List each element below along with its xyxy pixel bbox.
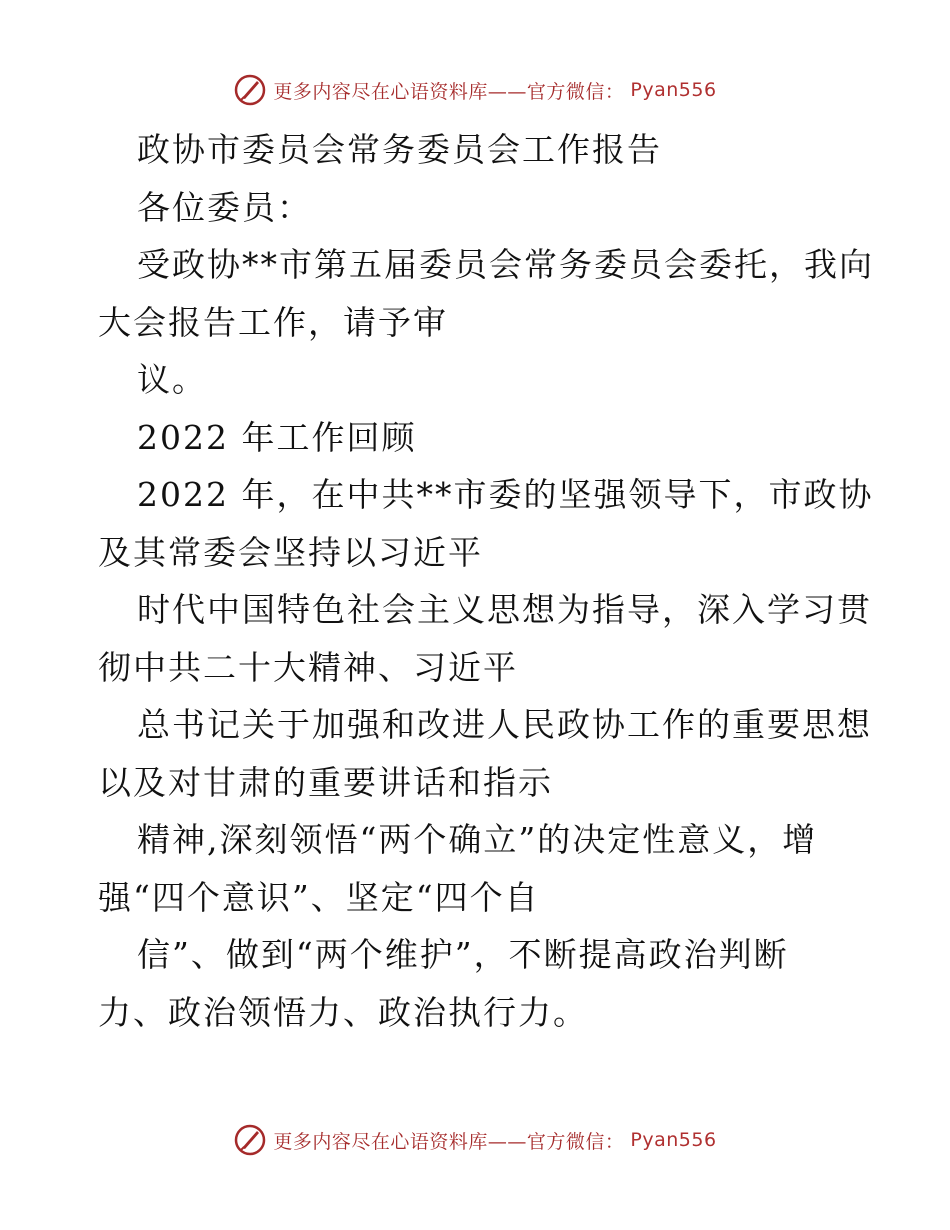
banner-contact: Pyan556 xyxy=(630,79,717,101)
text-line: 总书记关于加强和改进人民政协工作的重要思想 xyxy=(137,705,872,744)
quill-logo-icon xyxy=(233,1123,267,1157)
text-line: 时代中国特色社会主义思想为指导，深入学习贯 xyxy=(137,590,872,629)
text-line: 彻中共二十大精神、习近平 xyxy=(98,647,518,687)
text-line: 及其常委会坚持以习近平 xyxy=(98,532,483,572)
text-line: 信”、做到“两个维护”，不断提高政治判断 xyxy=(137,935,789,974)
banner-text: 更多内容尽在心语资料库——官方微信： xyxy=(273,1130,625,1153)
text-line: 强“四个意识”、坚定“四个自 xyxy=(98,877,540,917)
banner-text: 更多内容尽在心语资料库——官方微信： xyxy=(273,80,625,103)
section-heading: 2022 年工作回顾 xyxy=(137,417,417,457)
quill-logo-icon xyxy=(233,73,267,107)
text-line: 大会报告工作，请予审 xyxy=(98,302,448,342)
text-line: 2022 年，在中共**市委的坚强领导下，市政协 xyxy=(137,475,874,514)
text-line: 以及对甘肃的重要讲话和指示 xyxy=(98,762,553,802)
text-line: 议。 xyxy=(137,360,207,399)
header-banner xyxy=(0,70,950,110)
text-line: 力、政治领悟力、政治执行力。 xyxy=(98,992,588,1032)
text-line: 受政协**市第五届委员会常务委员会委托，我向 xyxy=(137,245,874,284)
document-title: 政协市委员会常务委员会工作报告 xyxy=(137,130,662,169)
banner-contact: Pyan556 xyxy=(630,1129,717,1151)
salutation: 各位委员： xyxy=(137,187,312,227)
document-body xyxy=(98,121,874,1041)
text-line: 精神,深刻领悟“两个确立”的决定性意义，增 xyxy=(137,820,818,859)
footer-banner xyxy=(0,1120,950,1160)
